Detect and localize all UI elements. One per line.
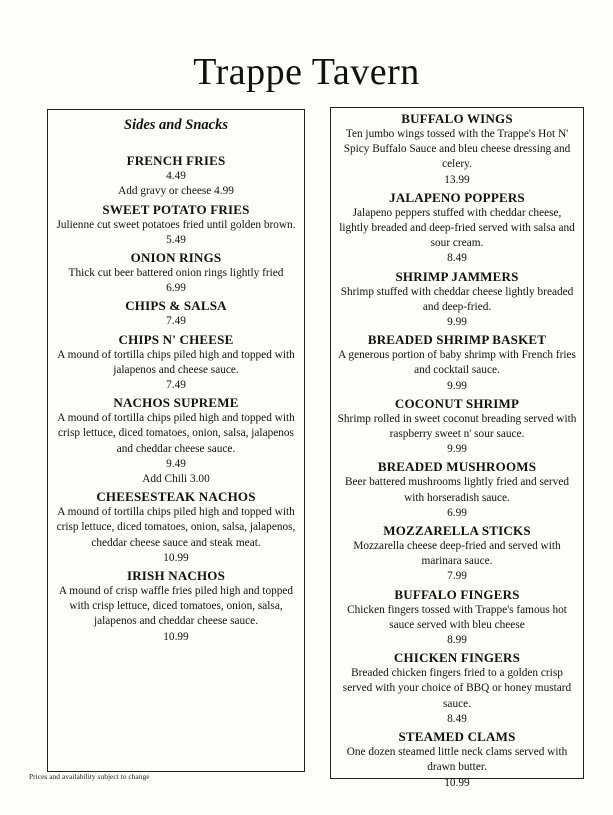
appetizers-panel [330, 107, 584, 789]
menu-item-name: CHIPS N' CHEESE [118, 331, 234, 347]
menu-item [48, 395, 304, 487]
menu-item-price: 8.49 [447, 712, 467, 725]
menu-item-price: 4.49 [166, 170, 186, 183]
menu-item-price: 9.49 [166, 457, 186, 470]
menu-item [331, 111, 583, 188]
section-title: Sides and Snacks [124, 117, 228, 133]
menu-item [331, 459, 583, 521]
menu-item-price: 8.49 [447, 252, 467, 265]
page-title: Trappe Tavern [193, 51, 420, 93]
right-menu-list [331, 111, 583, 791]
menu-item [331, 729, 583, 791]
menu-item-price: 9.99 [447, 316, 467, 329]
menu-item-price: 6.99 [166, 282, 186, 295]
menu-item-extra: Add gravy or cheese 4.99 [118, 185, 234, 198]
menu-item-price: 10.99 [163, 630, 189, 643]
menu-item-name: CHIPS & SALSA [125, 298, 227, 314]
menu-item [331, 396, 583, 458]
menu-item [331, 523, 583, 585]
menu-item-name: COCONUT SHRIMP [394, 395, 520, 411]
menu-item [48, 489, 304, 566]
menu-item [331, 190, 583, 267]
menu-item-price: 10.99 [163, 551, 189, 564]
menu-item-description: Beer battered mushrooms lightly fried and served with horseradish sauce. [345, 476, 569, 504]
menu-item [48, 298, 304, 329]
menu-item-price: 7.49 [166, 315, 186, 328]
menu-item-name: CHEESESTEAK NACHOS [96, 489, 256, 505]
menu-item-extra: Add Chili 3.00 [142, 473, 210, 486]
menu-item-description: Mozzarella cheese deep-fried and served with marinara sauce. [353, 540, 561, 568]
menu-item-description: Ten jumbo wings tossed with the Trappe's Hot N' Spicy Buffalo Sauce and bleu cheese dressing and celery. [343, 128, 571, 171]
menu-item-name: BREADED MUSHROOMS [377, 459, 537, 475]
menu-item-description: A mound of crisp waffle fries piled high and topped with crisp lettuce, diced tomatoes, onion, salsa, jalapenos and cheddar cheese sauce. [58, 585, 294, 628]
menu-item-price: 8.99 [447, 634, 467, 647]
menu-item-description: Chicken fingers tossed with Trappe's famous hot sauce served with bleu cheese [347, 603, 567, 631]
menu-item [331, 269, 583, 331]
menu-item-price: 9.99 [447, 379, 467, 392]
menu-item-price: 5.49 [166, 233, 186, 246]
menu-item-name: IRISH NACHOS [126, 568, 226, 584]
menu-item-name: MOZZARELLA STICKS [383, 523, 531, 539]
menu-item-description: A generous portion of baby shrimp with French fries and cocktail sauce. [338, 349, 576, 377]
menu-item-price: 10.99 [444, 776, 470, 789]
menu-item-name: STEAMED CLAMS [398, 729, 516, 745]
menu-item [48, 153, 304, 199]
sides-and-snacks-panel [47, 109, 305, 772]
menu-item-name: SWEET POTATO FRIES [102, 201, 250, 217]
menu-item-price: 6.99 [447, 506, 467, 519]
menu-item-price: 9.99 [447, 443, 467, 456]
menu-item [48, 202, 304, 248]
menu-item [48, 332, 304, 394]
menu-item [48, 250, 304, 296]
menu-item-name: SHRIMP JAMMERS [395, 268, 519, 284]
menu-item-name: BREADED SHRIMP BASKET [367, 332, 547, 348]
menu-item-description: A mound of tortilla chips piled high and topped with crisp lettuce, diced tomatoes, onion, salsa, jalapenos and cheddar cheese sauce. [57, 412, 295, 455]
menu-item-description: Breaded chicken fingers fried to a golden crisp served with your choice of BBQ or honey mustard sauce. [342, 667, 572, 710]
menu-item-description: Julienne cut sweet potatoes fried until golden brown. [56, 218, 296, 231]
menu-item-name: FRENCH FRIES [126, 153, 226, 169]
menu-item-description: One dozen steamed little neck clams served with drawn butter. [346, 746, 568, 774]
footer-note: Prices and availability subject to change [29, 772, 150, 781]
menu-item-name: BUFFALO FINGERS [394, 586, 520, 602]
menu-item-description: Shrimp rolled in sweet coconut breading served with raspberry sweet n' sour sauce. [337, 412, 577, 441]
menu-item [331, 587, 583, 649]
menu-item-description: Thick cut beer battered onion rings lightly fried [68, 267, 284, 280]
menu-item-name: NACHOS SUPREME [113, 395, 239, 411]
menu-item-description: Shrimp stuffed with cheddar cheese lightly breaded and deep-fried. [340, 285, 574, 313]
menu-item-name: CHICKEN FINGERS [393, 650, 521, 666]
menu-item-description: A mound of tortilla chips piled high and topped with crisp lettuce, diced tomatoes, onion, salsa, jalapenos, cheddar cheese sauce and steak meat. [56, 506, 296, 549]
menu-item [48, 568, 304, 645]
menu-item-price: 7.49 [166, 379, 186, 392]
menu-item-price: 13.99 [444, 173, 470, 186]
menu-item [331, 332, 583, 394]
menu-item-name: JALAPENO POPPERS [389, 189, 525, 205]
menu-item-description: A mound of tortilla chips piled high and topped with jalapenos and cheese sauce. [57, 348, 295, 376]
left-menu-list [48, 153, 304, 645]
menu-item-description: Jalapeno peppers stuffed with cheddar cheese, lightly breaded and deep-fried served with salsa and sour cream. [339, 206, 575, 250]
menu-item-name: BUFFALO WINGS [401, 111, 513, 126]
menu-item-name: ONION RINGS [130, 250, 222, 266]
menu-item-price: 7.99 [447, 570, 467, 583]
menu-item [331, 650, 583, 727]
